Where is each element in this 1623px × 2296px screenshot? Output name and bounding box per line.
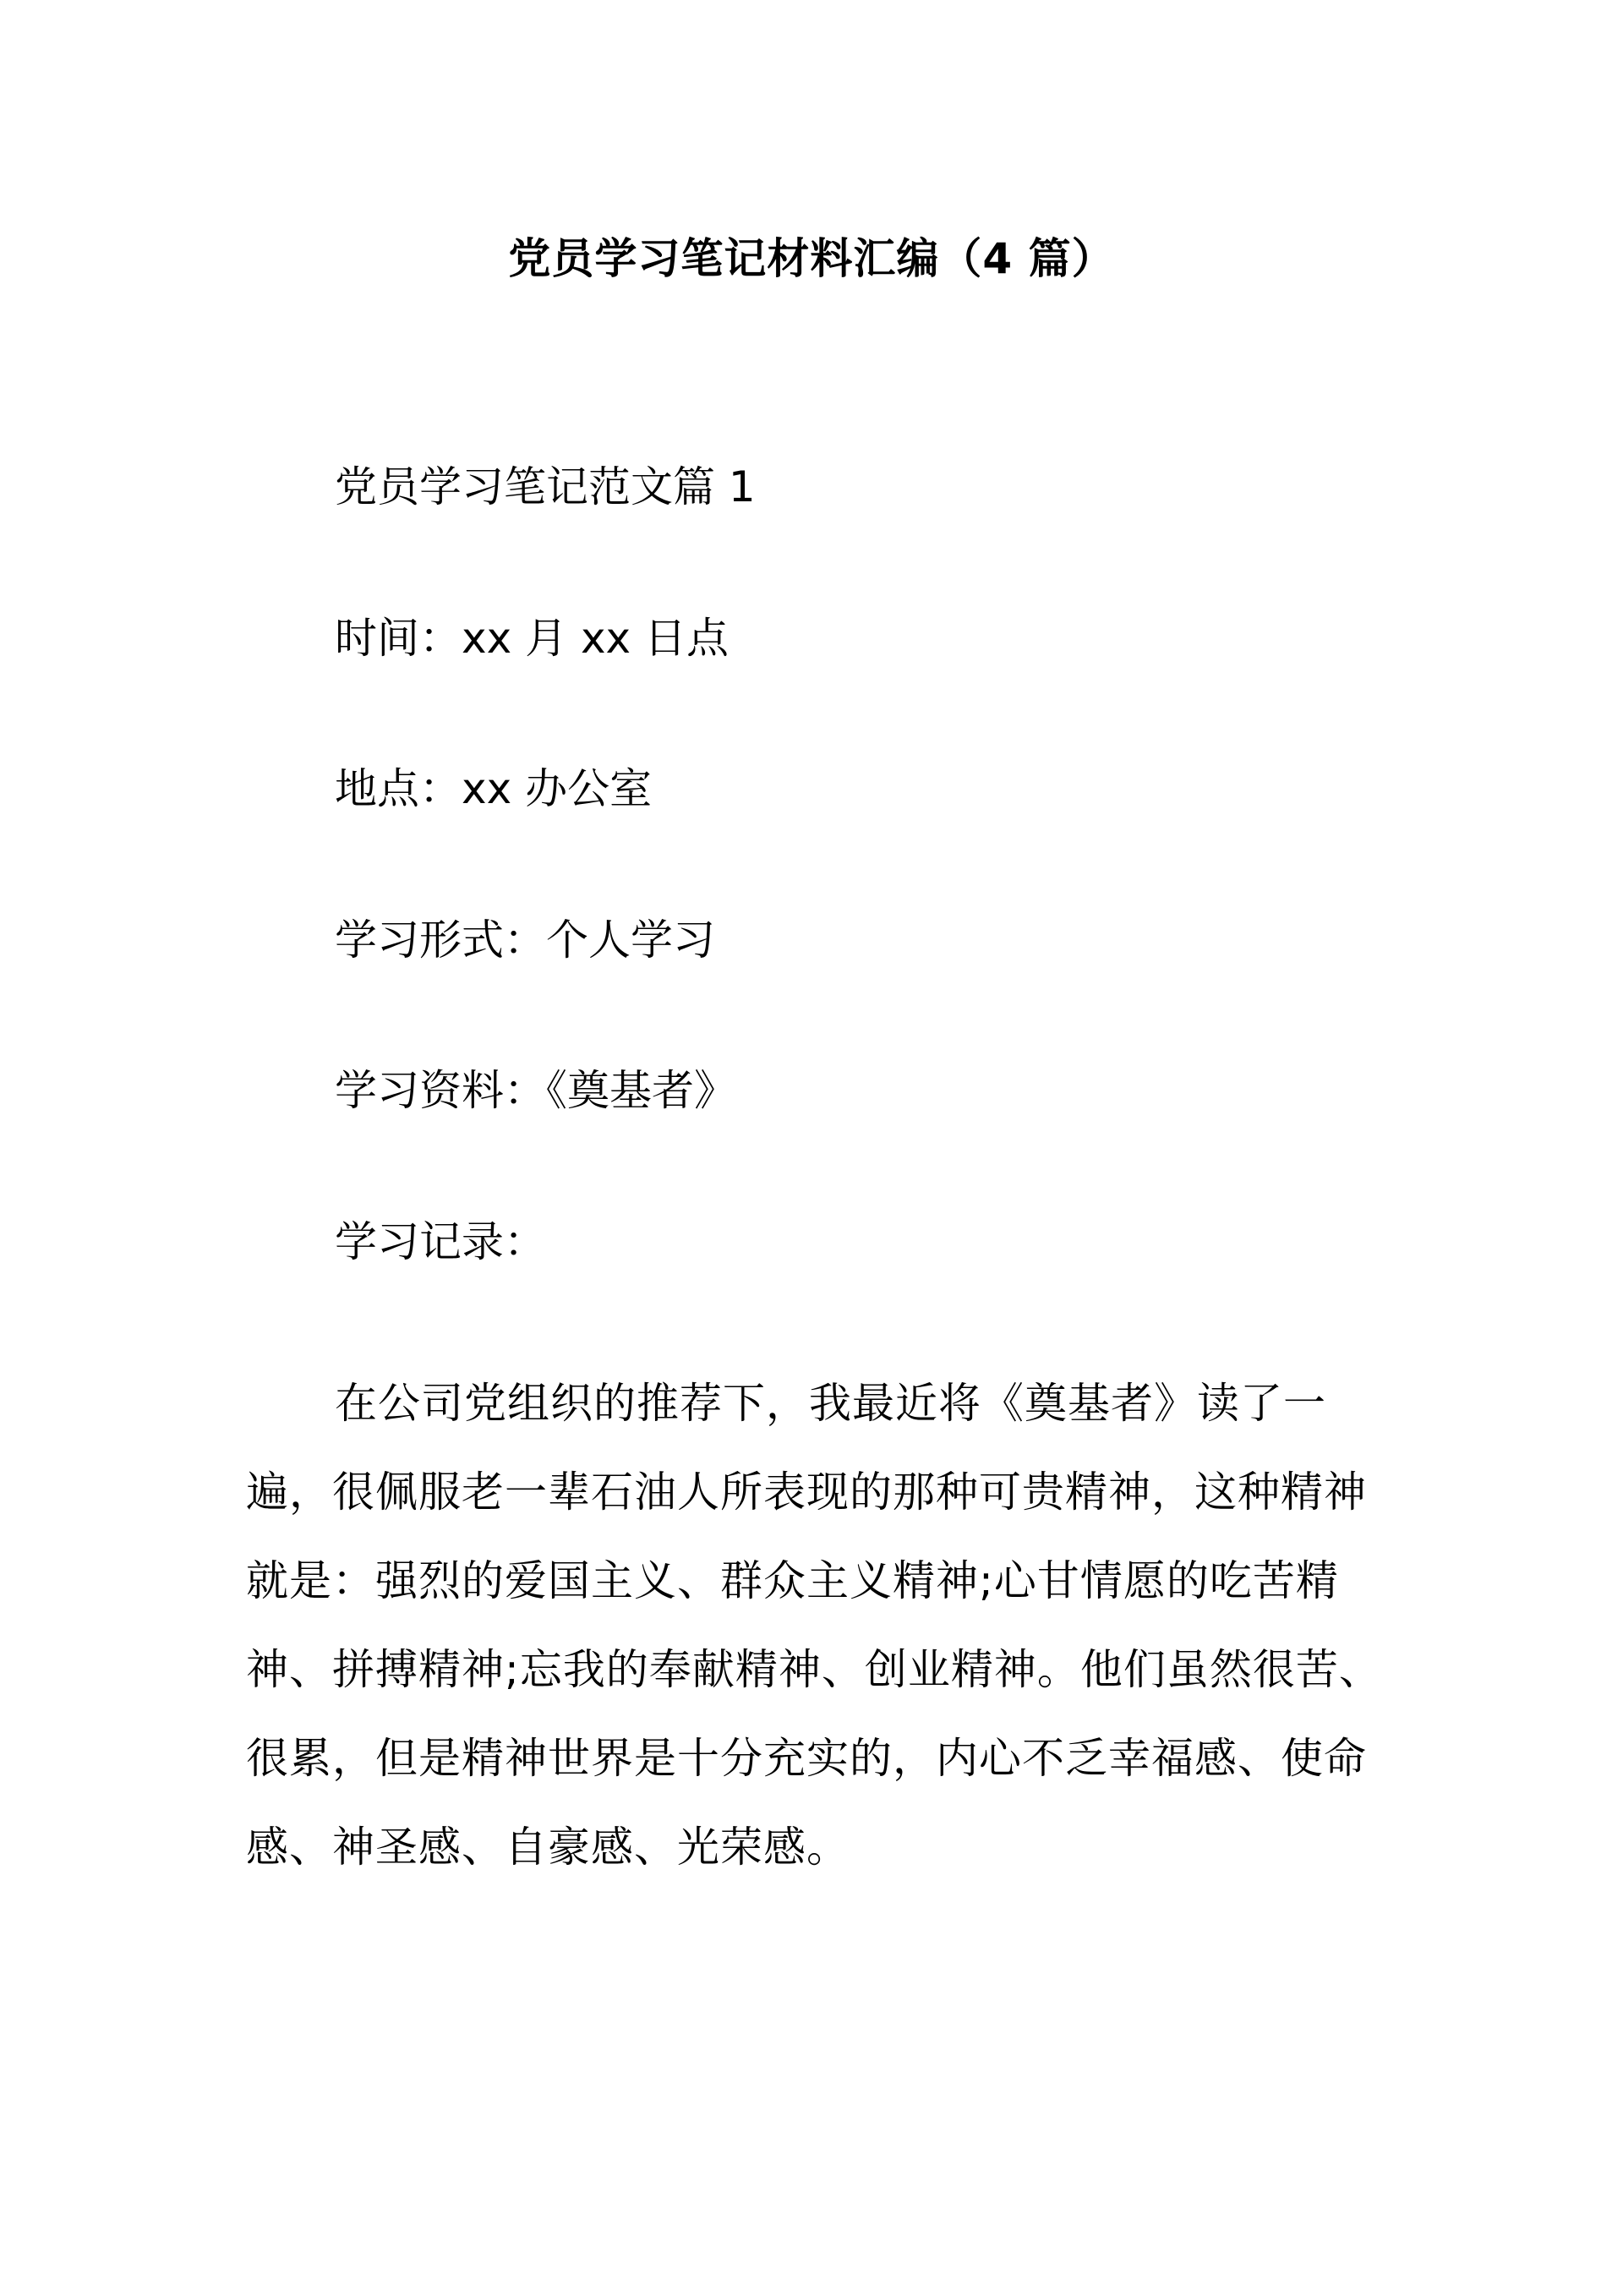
place-line: 地点：xx 办公室 [335,764,653,813]
body-paragraph: 在公司党组织的推荐下，我最近将《奠基者》读了一遍，很佩服老一辈石油人所表现的那种可贵精神，这种精神就是：强烈的爱国主义、群众主义精神;心甘情愿的吃苦精神、拼搏精神;忘我的奉献精神、创业精神。他们虽然很苦、很累，但是精神世界是十分充实的，内心不乏幸福感、使命感、神圣感、自豪感、光荣感。 [246,1379,1382,1872]
study-record-label: 学习记录： [335,1217,546,1266]
time-line: 时间：xx 月 xx 日点 [335,614,730,663]
study-form-line: 学习形式：个人学习 [335,916,715,965]
section-heading: 党员学习笔记范文篇 1 [335,462,756,511]
document-title: 党员学习笔记材料汇编（4 篇） [508,234,1115,283]
study-material-line: 学习资料：《奠基者》 [335,1066,736,1115]
